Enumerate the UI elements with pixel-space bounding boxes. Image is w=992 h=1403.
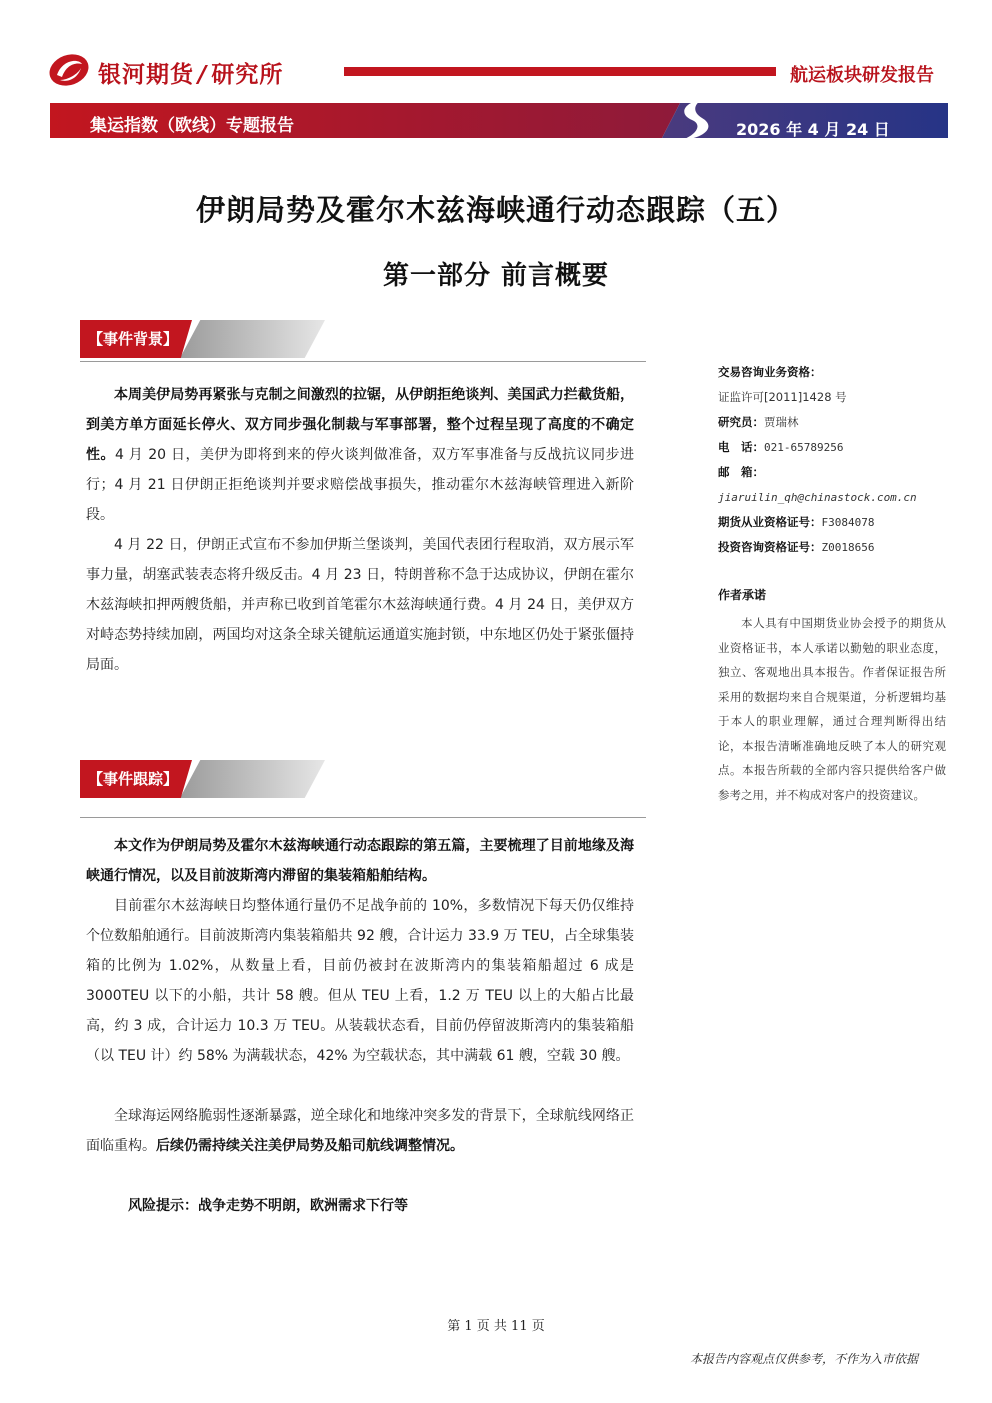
analyst-label: 研究员： <box>718 415 764 429</box>
tracking-outlook: 全球海运网络脆弱性逐渐暴露，逆全球化和地缘冲突多发的背景下，全球航线网络正面临重构。 <box>86 1108 634 1154</box>
author-info-panel <box>718 360 946 560</box>
section-tag-label: 【事件背景】 <box>88 330 179 348</box>
email-label: 邮 箱： <box>718 465 764 479</box>
pledge-body: 本人具有中国期货业协会授予的期货从业资格证书，本人承诺以勤勉的职业态度，独立、客观地出具本报告。作者保证报告所采用的数据均来自合规渠道，分析逻辑均基于本人的职业理解，通过合理判断得出结论，本报告清晰准确地反映了本人的研究观点。本报告所载的全部内容只提供给客户做参考之用，并不构成对客户的投资建议。 <box>718 616 946 802</box>
phone-label: 电 话： <box>718 440 764 454</box>
license-number: 证监许可[2011]1428 号 <box>718 390 847 404</box>
header-red-bar <box>344 67 776 76</box>
brand-name: 银河期货 <box>98 62 194 88</box>
section-tag-background <box>80 320 330 358</box>
invest-cert-number: Z0018656 <box>821 541 875 554</box>
phone-number: 021-65789256 <box>764 441 844 454</box>
risk-warning: 风险提示：战争走势不明朗，欧洲需求下行等 <box>128 1198 408 1214</box>
qualification-label: 交易咨询业务资格： <box>718 365 822 379</box>
tracking-paragraph-1 <box>86 831 634 891</box>
invest-cert-label: 投资咨询资格证号： <box>718 540 822 554</box>
tracking-key-sentence: 后续仍需持续关注美伊局势及船司航线调整情况。 <box>156 1138 464 1154</box>
report-date: 2026 年 4 月 24 日 <box>736 120 890 139</box>
report-type: 集运指数（欧线）专题报告 <box>90 116 294 136</box>
disclaimer-note: 本报告内容观点仅供参考，不作为入市依据 <box>690 1352 919 1366</box>
section-divider <box>80 817 646 818</box>
background-detail: 4 月 20 日，美伊为即将到来的停火谈判做准备，双方军事准备与反战抗议同步进行；4 月 21 日伊朗正拒绝谈判并要求赔偿战事损失，推动霍尔木兹海峡管理进入新阶段。 <box>86 447 634 523</box>
section-divider <box>80 361 646 362</box>
tracking-paragraph-2: 目前霍尔木兹海峡日均整体通行量仍不足战争前的 10%，多数情况下每天仍仅维持个位数船舶通行。目前波斯湾内集装箱船共 92 艘，合计运力 33.9 万 TEU，占全球集装箱的比例为 1.02%，从数量上看，目前仍被封在波斯湾内的集装箱船超过 6 成是 3000TEU 以下的小船，共计 58 艘。但从 TEU 上看，1.2 万 TEU 以上的大船占比最高，约 3 成，合计运力 10.3 万 TEU。从装载状态看，目前仍停留波斯湾内的集装箱船（以 TEU 计）约 58% 为满载状态，42% 为空载状态，其中满载 61 艘，空载 30 艘。 <box>86 898 634 1064</box>
futures-cert-number: F3084078 <box>821 516 875 529</box>
band-swoosh-icon <box>672 98 724 142</box>
email-address: jiaruilin_qh@chinastock.com.cn <box>718 491 917 504</box>
tracking-paragraph-3 <box>86 1101 634 1161</box>
tracking-summary: 本文作为伊朗局势及霍尔木兹海峡通行动态跟踪的第五篇，主要梳理了目前地缘及海峡通行情况，以及目前波斯湾内滞留的集装箱船舶结构。 <box>86 838 634 884</box>
pledge-title: 作者承诺 <box>718 588 767 602</box>
background-paragraph-2: 4 月 22 日，伊朗正式宣布不参加伊斯兰堡谈判，美国代表团行程取消，双方展示军事力量，胡塞武装表态将升级反击。4 月 23 日，特朗普称不急于达成协议，伊朗在霍尔木兹海峡扣押两艘货船，并声称已收到首笔霍尔木兹海峡通行费。4 月 24 日，美伊双方对峙态势持续加剧，两国均对这条全球关键航运通道实施封锁，中东地区仍处于紧张僵持局面。 <box>86 537 634 673</box>
section-tag-tracking <box>80 760 330 798</box>
section-tag-label: 【事件跟踪】 <box>88 770 179 788</box>
analyst-name: 贾瑞林 <box>764 415 799 429</box>
author-pledge <box>718 586 946 807</box>
background-paragraph-1 <box>86 380 634 530</box>
report-title: 伊朗局势及霍尔木兹海峡通行动态跟踪（五） <box>195 193 796 227</box>
institute-name: 研究所 <box>211 62 284 88</box>
brand-logo-text <box>98 56 283 89</box>
futures-cert-label: 期货从业资格证号： <box>718 515 822 529</box>
background-key-sentence: 本周美伊局势再紧张与克制之间激烈的拉锯，从伊朗拒绝谈判、美国武力拦截货船，到美方单方面延长停火、双方同步强化制裁与军事部署，整个过程呈现了高度的不确定性。 <box>86 387 634 463</box>
part-title: 第一部分 前言概要 <box>382 261 610 291</box>
brand-separator: / <box>198 62 208 88</box>
page-number: 第 1 页 共 11 页 <box>447 1319 545 1334</box>
board-title: 航运板块研发报告 <box>790 65 934 86</box>
galaxy-logo-icon <box>48 50 90 90</box>
